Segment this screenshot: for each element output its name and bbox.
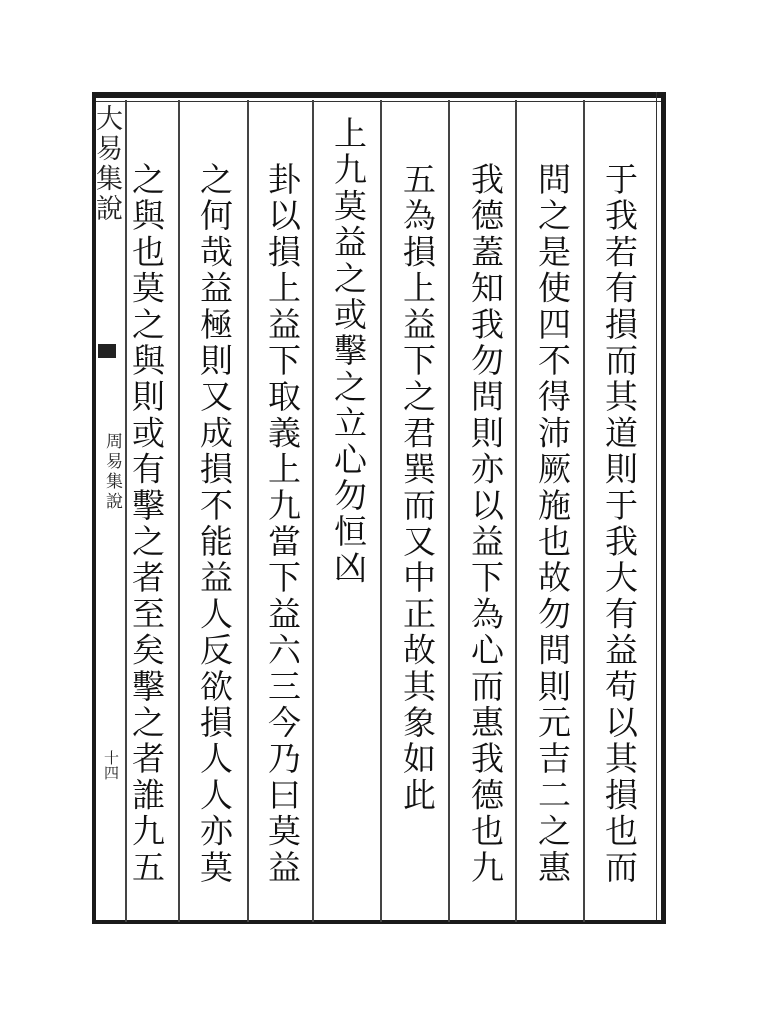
column-rule <box>178 100 180 922</box>
frame-top-border <box>92 92 666 98</box>
column-rule <box>247 100 249 922</box>
column-rule <box>583 100 585 922</box>
text-column-6: 卦以損上益下取義上九當下益六三今乃曰莫益 <box>263 162 302 886</box>
column-rule <box>380 100 382 922</box>
column-rule <box>515 100 517 922</box>
book-page <box>92 92 666 924</box>
frame-right-border <box>661 92 666 924</box>
text-column-4: 五為損上益下之君巽而又中正故其象如此 <box>398 162 437 814</box>
margin-book-title: 周易集說 <box>102 432 122 512</box>
margin-header: 大易集說 <box>91 104 122 224</box>
margin-page-number: 十四 <box>102 750 120 780</box>
text-column-8: 之與也莫之與則或有擊之者至矣擊之者誰九五 <box>127 162 166 886</box>
text-column-3: 我德蓋知我勿問則亦以益下為心而惠我德也九 <box>466 162 505 886</box>
column-rule <box>448 100 450 922</box>
column-rule <box>312 100 314 922</box>
text-column-1: 于我若有損而其道則于我大有益苟以其損也而 <box>600 162 639 886</box>
frame-right-inner-line <box>656 92 657 924</box>
text-column-7: 之何哉益極則又成損不能益人反欲損人人亦莫 <box>195 162 234 886</box>
text-column-2: 問之是使四不得沛厥施也故勿問則元吉二之惠 <box>533 162 572 886</box>
fish-tail-mark <box>98 344 116 358</box>
text-column-5: 上九莫益之或擊之立心勿恒凶 <box>329 116 368 587</box>
